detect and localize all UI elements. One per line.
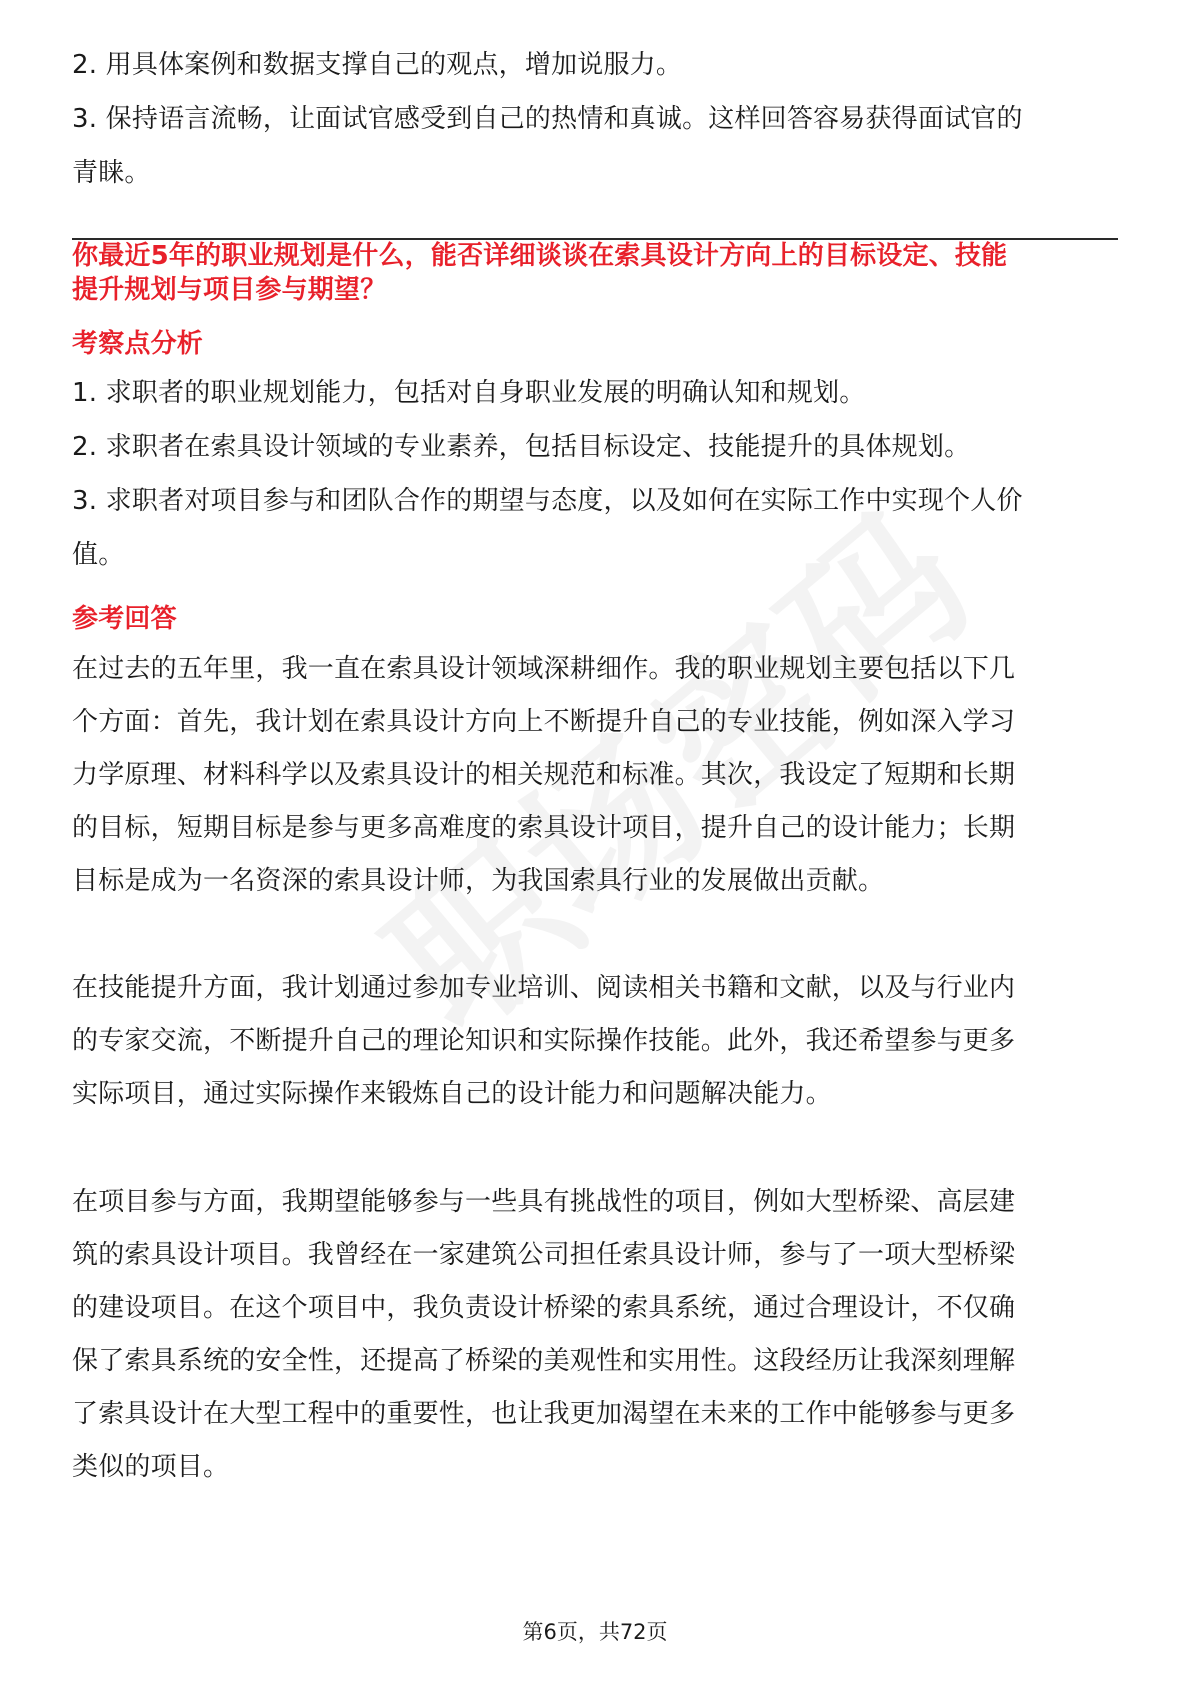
answer-paragraph-line: 筑的索具设计项目。我曾经在一家建筑公司担任索具设计师，参与了一项大型桥梁 [72, 1240, 1016, 1270]
analysis-item: 值。 [72, 540, 125, 570]
answer-paragraph-line: 在技能提升方面，我计划通过参加专业培训、阅读相关书籍和文献，以及与行业内 [72, 973, 1016, 1003]
analysis-item: 1. 求职者的职业规划能力，包括对自身职业发展的明确认知和规划。 [72, 378, 866, 408]
answer-paragraph-line: 的目标，短期目标是参与更多高难度的索具设计项目，提升自己的设计能力；长期 [72, 813, 1016, 843]
answer-paragraph-line: 实际项目，通过实际操作来锻炼自己的设计能力和问题解决能力。 [72, 1079, 832, 1109]
analysis-item: 2. 求职者在索具设计领域的专业素养，包括目标设定、技能提升的具体规划。 [72, 432, 971, 462]
analysis-heading: 考察点分析 [72, 329, 204, 359]
analysis-item: 3. 求职者对项目参与和团队合作的期望与态度，以及如何在实际工作中实现个人价 [72, 486, 1023, 516]
answer-paragraph-line: 个方面：首先，我计划在索具设计方向上不断提升自己的专业技能，例如深入学习 [72, 707, 1016, 737]
answer-paragraph-line: 在项目参与方面，我期望能够参与一些具有挑战性的项目，例如大型桥梁、高层建 [72, 1187, 1016, 1217]
answer-paragraph-line: 类似的项目。 [72, 1452, 230, 1482]
answer-heading: 参考回答 [72, 604, 177, 634]
answer-paragraph-line: 的专家交流，不断提升自己的理论知识和实际操作技能。此外，我还希望参与更多 [72, 1026, 1016, 1056]
list-item: 3. 保持语言流畅，让面试官感受到自己的热情和真诚。这样回答容易获得面试官的 [72, 104, 1023, 134]
question-title-line2: 提升规划与项目参与期望？ [72, 275, 387, 305]
list-item: 青睐。 [72, 158, 151, 188]
document-page [72, 0, 1118, 1684]
answer-paragraph-line: 的建设项目。在这个项目中，我负责设计桥梁的索具系统，通过合理设计，不仅确 [72, 1293, 1016, 1323]
answer-paragraph-line: 保了索具系统的安全性，还提高了桥梁的美观性和实用性。这段经历让我深刻理解 [72, 1346, 1016, 1376]
answer-paragraph-line: 了索具设计在大型工程中的重要性，也让我更加渴望在未来的工作中能够参与更多 [72, 1399, 1016, 1429]
answer-paragraph-line: 目标是成为一名资深的索具设计师，为我国索具行业的发展做出贡献。 [72, 866, 885, 896]
answer-paragraph-line: 在过去的五年里，我一直在索具设计领域深耕细作。我的职业规划主要包括以下几 [72, 654, 1016, 684]
question-title-line1: 你最近5年的职业规划是什么，能否详细谈谈在索具设计方向上的目标设定、技能 [72, 241, 1008, 271]
answer-paragraph-line: 力学原理、材料科学以及索具设计的相关规范和标准。其次，我设定了短期和长期 [72, 760, 1016, 790]
page-number: 第6页，共72页 [522, 1620, 668, 1644]
list-item: 2. 用具体案例和数据支撑自己的观点，增加说服力。 [72, 50, 683, 80]
